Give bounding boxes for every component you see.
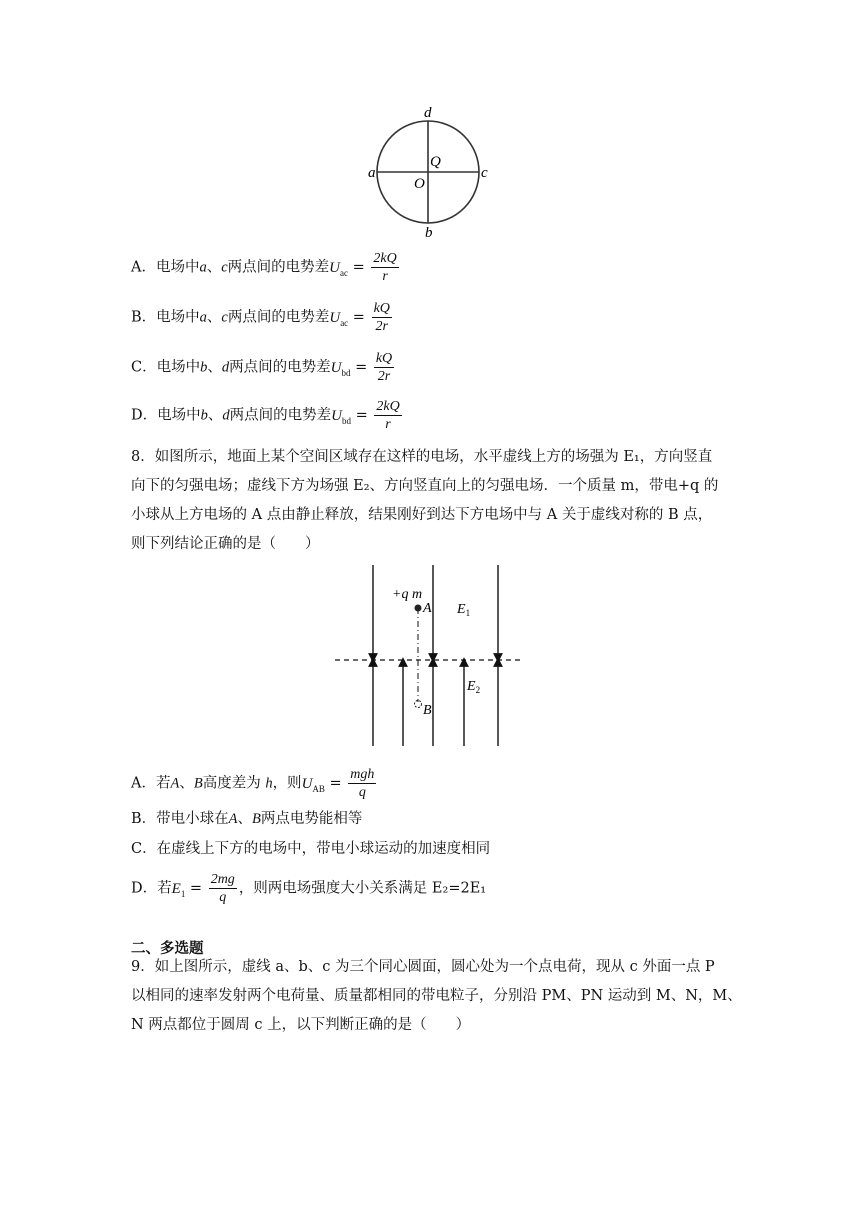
label-B: B — [423, 703, 432, 718]
label-E1: $E_1$ — [457, 602, 471, 618]
electric-field-figure — [330, 560, 530, 752]
circle-figure — [360, 100, 500, 240]
q8-option-b: B．带电小球在A、B两点电势能相等 — [131, 811, 363, 827]
label-a: a — [368, 165, 376, 181]
label-d: d — [424, 105, 432, 121]
u-symbol: $U_{ac}$ — [329, 259, 349, 278]
section-heading: 二、多选题 — [131, 941, 204, 957]
label-c: c — [481, 165, 488, 181]
q7-option-d: D．电场中b、d两点间的电势差$U_{bd}$ = $\frac{2kQ}{r}$ — [131, 399, 400, 432]
fraction: $\frac{2mg}{q}$ — [210, 872, 235, 905]
e-symbol: $E_1$ — [171, 880, 186, 899]
q8-line-1: 8．如图所示，地面上某个空间区域存在这样的电场，水平虚线上方的场强为 E₁，方向竖直 — [131, 449, 713, 465]
label-O: O — [414, 176, 425, 192]
q9-line-1: 9．如上图所示，虚线 a、b、c 为三个同心圆面，圆心处为一个点电荷，现从 c 外面一点 P — [131, 959, 715, 975]
q9-line-2: 以相同的速率发射两个电荷量、质量都相同的带电粒子，分别沿 PM、PN 运动到 M、N，M、 — [131, 988, 742, 1004]
label-A: A — [423, 601, 432, 616]
q8-line-4: 则下列结论正确的是（ ） — [131, 536, 320, 552]
fraction: $\frac{kQ}{2r}$ — [373, 301, 390, 334]
u-symbol: $U_{ac}$ — [329, 309, 349, 328]
q7-option-b: B．电场中a、c两点间的电势差$U_{ac}$ = $\frac{kQ}{2r}$ — [131, 301, 390, 334]
q7-option-c: C．电场中b、d两点间的电势差$U_{bd}$ = $\frac{kQ}{2r}$ — [131, 351, 393, 384]
label-qm: +q m — [392, 587, 423, 602]
label-E2: $E_2$ — [467, 679, 481, 695]
fraction: $\frac{2kQ}{r}$ — [373, 251, 397, 284]
u-symbol: $U_{bd}$ — [331, 407, 351, 426]
q8-option-d: D．若$E_1$ = $\frac{2mg}{q}$ ，则两电场强度大小关系满足 E₂=2E₁ — [131, 872, 487, 905]
q8-option-a: A．若A、B高度差为 h，则$U_{AB}$ = $\frac{\text{mgh}}{q}$ — [131, 767, 375, 800]
q8-line-2: 向下的匀强电场；虚线下方为场强 E₂、方向竖直向上的匀强电场．一个质量 m，带电+q 的 — [131, 478, 719, 494]
point-A — [415, 605, 422, 612]
q7-option-a: A．电场中a、c两点间的电势差$U_{ac}$ = $\frac{2kQ}{r}$ — [131, 251, 397, 284]
fraction: $\frac{\text{mgh}}{q}$ — [350, 767, 375, 800]
u-symbol: $U_{AB}$ — [301, 775, 325, 794]
q8-line-3: 小球从上方电场的 A 点由静止释放，结果刚好到达下方电场中与 A 关于虚线对称的 B 点， — [131, 507, 713, 523]
fraction: $\frac{kQ}{2r}$ — [375, 351, 393, 384]
q9-line-3: N 两点都位于圆周 c 上，以下判断正确的是（ ） — [131, 1017, 471, 1033]
label-Q: Q — [430, 154, 441, 170]
q8-option-c: C．在虚线上下方的电场中，带电小球运动的加速度相同 — [131, 841, 491, 857]
u-symbol: $U_{bd}$ — [330, 359, 351, 378]
fraction: $\frac{2kQ}{r}$ — [376, 399, 400, 432]
label-b: b — [425, 225, 433, 240]
